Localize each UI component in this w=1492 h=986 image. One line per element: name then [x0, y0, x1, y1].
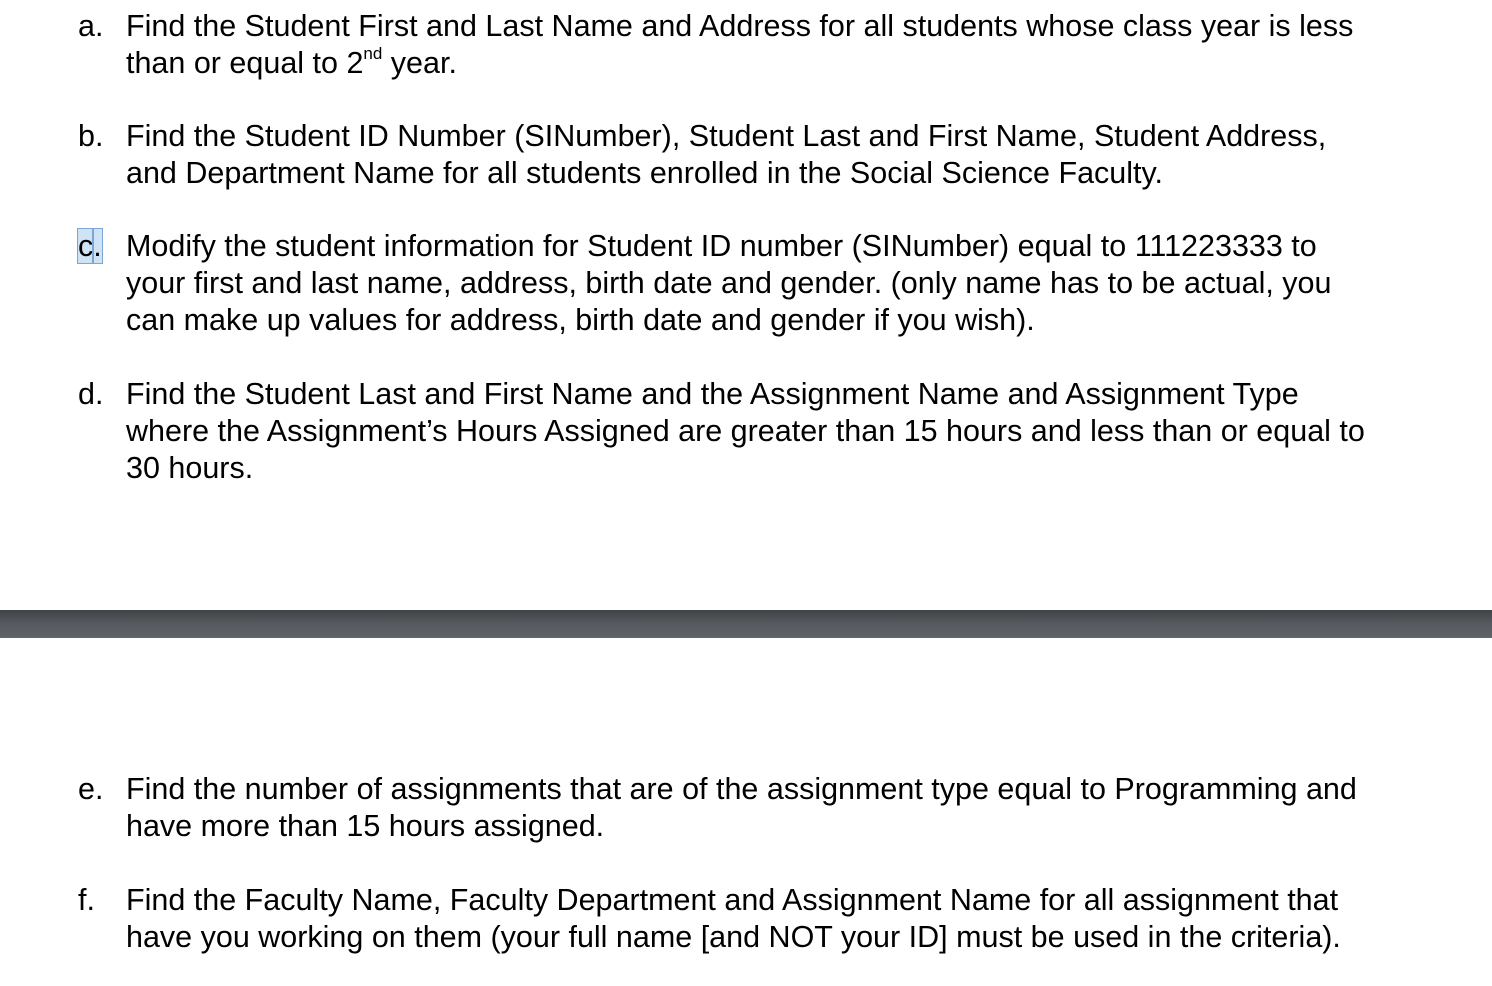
- list-text-a-line2-end: year.: [382, 46, 457, 80]
- list-text-a: [126, 8, 1456, 82]
- ordinal-superscript: nd: [363, 43, 383, 63]
- selected-marker-letter[interactable]: c: [78, 229, 94, 263]
- list-marker-b: b.: [78, 119, 104, 153]
- list-text-d: Find the Student Last and First Name and the Assignment Name and Assignment Type where the Assignment’s Hours Assigned are greater than 15 hours and less than or equal to 30 hours.: [126, 377, 1365, 485]
- list-marker-c[interactable]: [78, 228, 122, 265]
- list-text-a-line2: than or equal to 2: [126, 46, 364, 80]
- marker-dot: .: [93, 229, 102, 263]
- list-text-c: Modify the student information for Student ID number (SINumber) equal to 111223333 to your first and last name, address, birth date and gender. (only name has to be actual, you can make up values for address, birth date and gender if you wish).: [126, 229, 1332, 337]
- list-text-f: Find the Faculty Name, Faculty Department and Assignment Name for all assignment that have you working on them (your full name [and NOT your ID] must be used in the criteria).: [126, 883, 1341, 954]
- list-text-a-line1: Find the Student First and Last Name and Address for all students whose class year is less: [126, 9, 1354, 43]
- document-page-2: [0, 638, 1492, 986]
- list-text-b: Find the Student ID Number (SINumber), Student Last and First Name, Student Address, and Department Name for all students enrolled in the Social Science Faculty.: [126, 119, 1327, 190]
- list-marker-a: a.: [78, 9, 104, 43]
- list-marker-e: e.: [78, 772, 104, 806]
- list-text-e: Find the number of assignments that are of the assignment type equal to Programming and have more than 15 hours assigned.: [126, 772, 1357, 843]
- list-marker-f: f.: [78, 883, 95, 917]
- page-separator: [0, 610, 1492, 638]
- list-marker-d: d.: [78, 377, 104, 411]
